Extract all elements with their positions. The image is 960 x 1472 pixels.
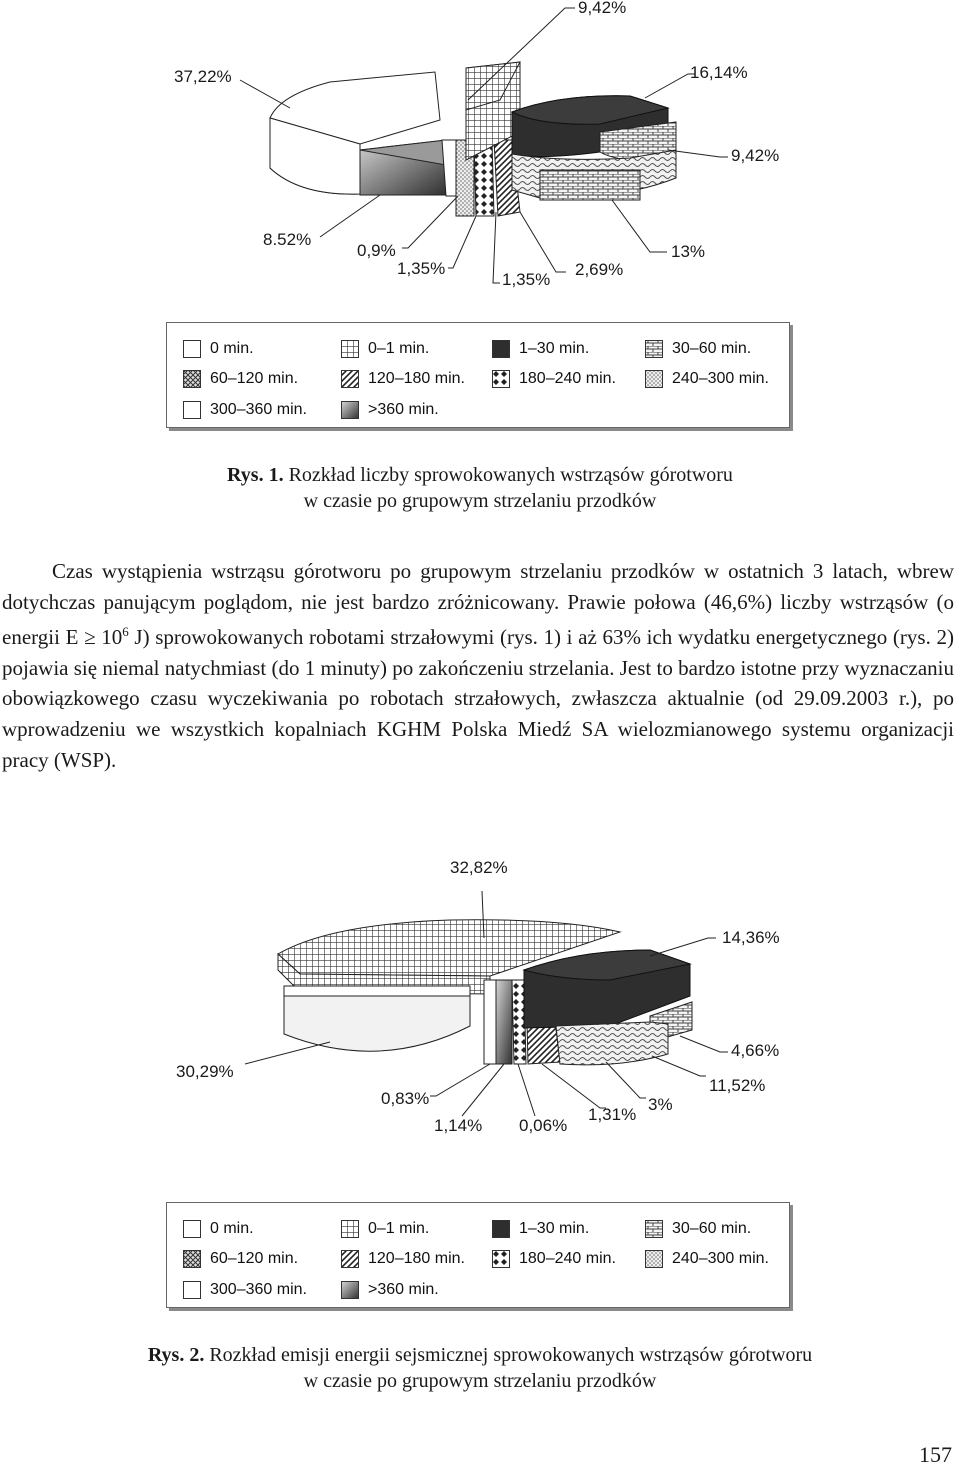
- slice-label: 0,9%: [357, 241, 396, 260]
- legend-item: [645, 369, 769, 389]
- legend-swatch-icon: [341, 401, 359, 419]
- legend-label: 300–360 min.: [210, 1281, 307, 1298]
- legend-label: 180–240 min.: [519, 1250, 616, 1267]
- legend-swatch-icon: [341, 1250, 359, 1268]
- legend-label: 0 min.: [210, 340, 254, 357]
- caption-text: Rozkład emisji energii sejsmicznej sprowokowanych wstrząsów górotworu: [204, 1344, 813, 1366]
- legend-label: 30–60 min.: [672, 1220, 752, 1237]
- body-text-part: J) sprowokowanych robotami strzałowymi (rys. 1) i aż 63% ich wydatku energetycznego (rys. 2) pojawia się niemal natychmiast (do 1 minuty) po zakończeniu strzelania. Jest to bardzo istotne przy wyznaczaniu obowiązkowego czasu wyczekiwania po robotach strzałowych, zwłaszcza aktualnie (od 29.09.2003 r.), po wprowadzeniu we wszystkich kopalniach KGHM Polska Miedź SA wielozmianowego systemu organizacji pracy (WSP).: [2, 625, 954, 772]
- slice-label: 32,82%: [450, 858, 508, 877]
- slice-label: 4,66%: [731, 1041, 780, 1060]
- figure-2-caption: [0, 1342, 960, 1394]
- slice-label: 0,06%: [519, 1116, 568, 1135]
- slice-label: 14,36%: [722, 928, 780, 947]
- figure-1: [0, 0, 960, 440]
- legend-item: [183, 1249, 298, 1269]
- slice-label: 8.52%: [263, 230, 312, 249]
- legend-label: 120–180 min.: [368, 370, 465, 387]
- legend-item: [341, 339, 429, 359]
- slice-label: 9,42%: [578, 0, 627, 17]
- legend-item: [492, 369, 616, 389]
- caption-text: w czasie po grupowym strzelaniu przodków: [303, 1370, 657, 1392]
- figure-1-caption: [0, 462, 960, 514]
- pie-slice: [360, 140, 455, 195]
- legend-swatch-icon: [492, 1220, 510, 1238]
- legend-label: 30–60 min.: [672, 340, 752, 357]
- legend-label: 60–120 min.: [210, 1250, 299, 1267]
- pie-chart-2: [0, 846, 960, 1146]
- body-text-part: Czas wystąpienia wstrząsu górotworu po grupowym strzelaniu przodków w ostatnich 3 latach, wbrew dotychczas panującym poglądom, nie jest bardzo zróżnicowany. Prawie połowa (46,6%) liczby wstrząsów (o energii E ≥ 10: [2, 559, 954, 650]
- legend-swatch-icon: [645, 1220, 663, 1238]
- legend-swatch-icon: [183, 1250, 201, 1268]
- legend-label: 0–1 min.: [368, 340, 430, 357]
- legend-label: 1–30 min.: [519, 1220, 590, 1237]
- legend-swatch-icon: [183, 1220, 201, 1238]
- legend-item: [183, 1280, 307, 1300]
- page-number: 157: [919, 1442, 952, 1467]
- slice-label: 9,42%: [731, 146, 780, 165]
- pie-slice: [556, 1022, 668, 1065]
- slice-label: 13%: [671, 242, 706, 261]
- legend-item: [341, 1280, 439, 1300]
- legend-item: [341, 369, 465, 389]
- pie-slice: [512, 150, 676, 200]
- legend-swatch-icon: [183, 401, 201, 419]
- legend-swatch-icon: [341, 340, 359, 358]
- caption-text: w czasie po grupowym strzelaniu przodków: [303, 490, 657, 512]
- legend-label: 240–300 min.: [672, 1250, 769, 1267]
- legend-swatch-icon: [341, 1281, 359, 1299]
- legend-item: [492, 339, 589, 359]
- slice-label: 11,52%: [709, 1076, 766, 1095]
- legend-item: [492, 1219, 589, 1239]
- pie-slice: [284, 986, 470, 1051]
- legend-label: 180–240 min.: [519, 370, 616, 387]
- legend-item: [341, 1249, 465, 1269]
- slice-label: 2,69%: [575, 260, 624, 279]
- slice-label: 37,22%: [174, 67, 232, 86]
- slice-label: 3%: [648, 1095, 673, 1114]
- slice-label: 0,83%: [381, 1089, 430, 1108]
- legend-swatch-icon: [645, 340, 663, 358]
- legend-swatch-icon: [492, 1250, 510, 1268]
- legend-swatch-icon: [183, 1281, 201, 1299]
- legend-label: 120–180 min.: [368, 1250, 465, 1267]
- legend-item: [183, 1219, 254, 1239]
- chart-legend: [166, 1202, 790, 1308]
- legend-swatch-icon: [183, 370, 201, 388]
- legend-item: [183, 369, 298, 389]
- legend-swatch-icon: [492, 370, 510, 388]
- legend-item: [341, 1219, 429, 1239]
- legend-label: 0–1 min.: [368, 1220, 430, 1237]
- legend-swatch-icon: [645, 1250, 663, 1268]
- legend-item: [492, 1249, 616, 1269]
- legend-label: 240–300 min.: [672, 370, 769, 387]
- slice-label: 1,35%: [397, 259, 446, 278]
- chart-legend: [166, 322, 790, 428]
- legend-label: 60–120 min.: [210, 370, 299, 387]
- legend-label: 1–30 min.: [519, 340, 590, 357]
- legend-item: [183, 400, 307, 420]
- slice-label: 1,31%: [588, 1105, 637, 1124]
- slice-label: 1,14%: [434, 1116, 483, 1135]
- slice-label: 30,29%: [176, 1062, 234, 1081]
- legend-label: >360 min.: [368, 401, 439, 418]
- legend-item: [645, 1249, 769, 1269]
- body-paragraph: [2, 556, 954, 775]
- legend-item: [645, 339, 751, 359]
- legend-swatch-icon: [645, 370, 663, 388]
- caption-label: Rys. 1.: [227, 464, 284, 486]
- pie-slice: [484, 980, 496, 1064]
- legend-label: 0 min.: [210, 1220, 254, 1237]
- slice-label: 16,14%: [690, 63, 748, 82]
- legend-swatch-icon: [492, 340, 510, 358]
- caption-text: Rozkład liczby sprowokowanych wstrząsów górotworu: [283, 464, 733, 486]
- legend-label: 300–360 min.: [210, 401, 307, 418]
- caption-label: Rys. 2.: [147, 1344, 205, 1366]
- pie-chart-1: [0, 0, 960, 300]
- slice-label: 1,35%: [502, 270, 551, 289]
- legend-item: [645, 1219, 751, 1239]
- legend-swatch-icon: [341, 370, 359, 388]
- legend-swatch-icon: [183, 340, 201, 358]
- legend-item: [183, 339, 254, 359]
- legend-label: >360 min.: [368, 1281, 439, 1298]
- pie-slice: [496, 980, 512, 1064]
- figure-2: [0, 846, 960, 1316]
- exponent: 6: [122, 624, 129, 640]
- legend-swatch-icon: [341, 1220, 359, 1238]
- legend-item: [341, 400, 439, 420]
